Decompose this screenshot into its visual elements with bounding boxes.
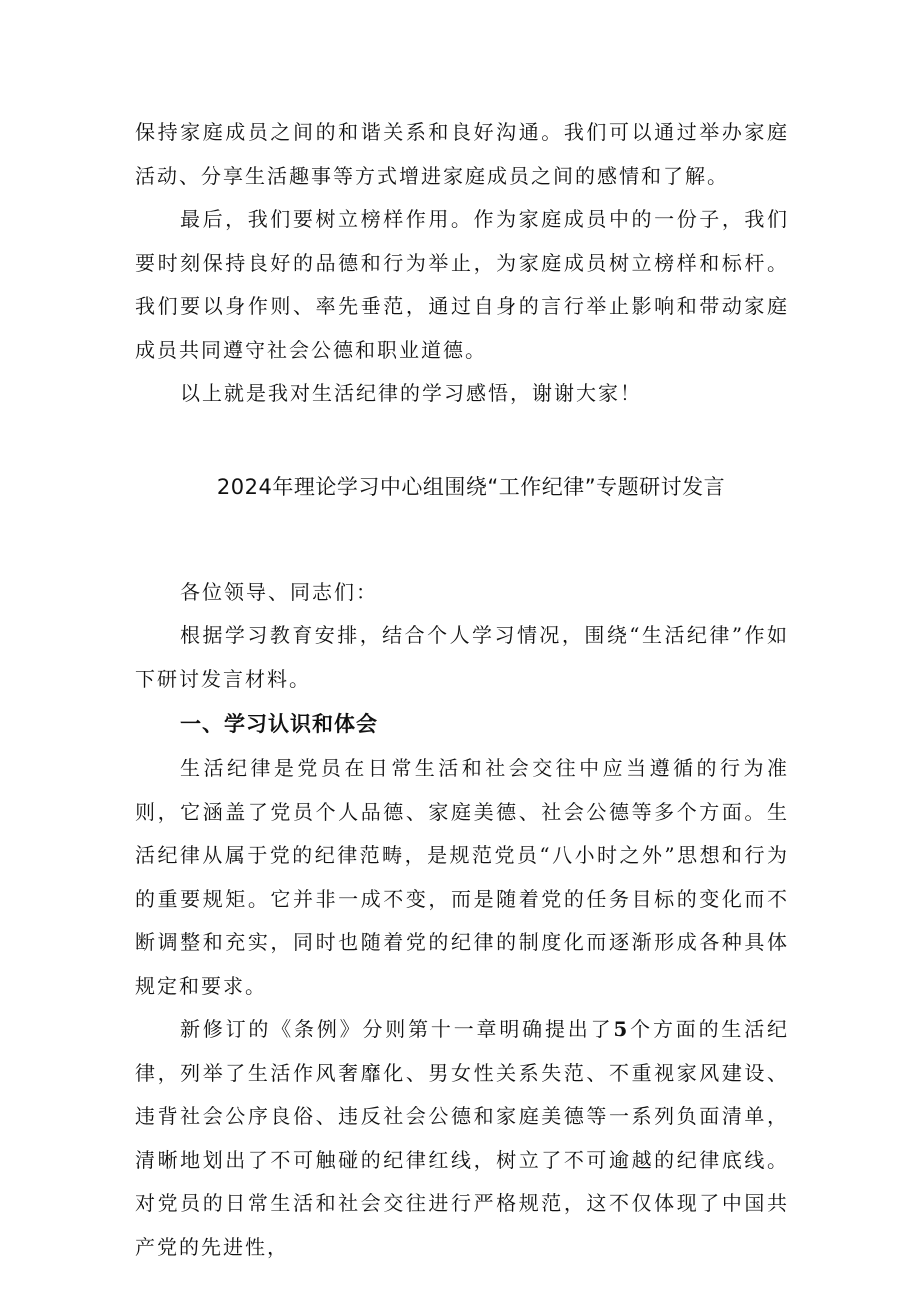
regulations-text-start: 新修订的《条例》分则第十一章明确提出了 [180,1017,614,1041]
document-title: 2024年理论学习中心组围绕“工作纪律”专题研讨发言 [216,474,726,499]
regulations-text-end: 个方面的生活纪律，列举了生活作风奢靡化、男女性关系失范、不重视家风建设、违背社会公序良俗、违反社会公德和家庭美德等一系列负面清单，清晰地划出了不可触碰的纪律红线，树立了不可逾越的纪律底线。对党员的日常生活和社会交往进行严格规范，这不仅体现了中国共产党的先进性， [135,1017,790,1259]
spacer [135,416,789,466]
paragraph-family-harmony: 保持家庭成员之间的和谐关系和良好沟通。我们可以通过举办家庭活动、分享生活趣事等方式增进家庭成员之间的感情和了解。 [135,120,789,188]
paragraph-role-model: 最后，我们要树立榜样作用。作为家庭成员中的一份子，我们要时刻保持良好的品德和行为举止，为家庭成员树立榜样和标杆。我们要以身作则、率先垂范，通过自身的言行举止影响和带动家庭成员共同遵守社会公德和职业道德。 [135,207,789,362]
paragraph-regulations [135,1008,789,1269]
section-heading: 一、学习认识和体会 [180,712,378,736]
paragraph-intro: 根据学习教育安排，结合个人学习情况，围绕“生活纪律”作如下研讨发言材料。 [135,623,789,691]
paragraph-discipline-definition: 生活纪律是党员在日常生活和社会交往中应当遵循的行为准则，它涵盖了党员个人品德、家庭美德、社会公德等多个方面。生活纪律从属于党的纪律范畴，是规范党员“八小时之外”思想和行为的重要规矩。它并非一成不变，而是随着党的任务目标的变化而不断调整和充实，同时也随着党的纪律的制度化而逐渐形成各种具体规定和要求。 [135,756,789,998]
salutation: 各位领导、同志们： [180,579,378,604]
spacer [135,509,789,571]
document-body [135,111,789,1269]
regulations-count: 5 [613,1017,630,1041]
paragraph-closing: 以上就是我对生活纪律的学习感悟，谢谢大家！ [180,381,642,405]
